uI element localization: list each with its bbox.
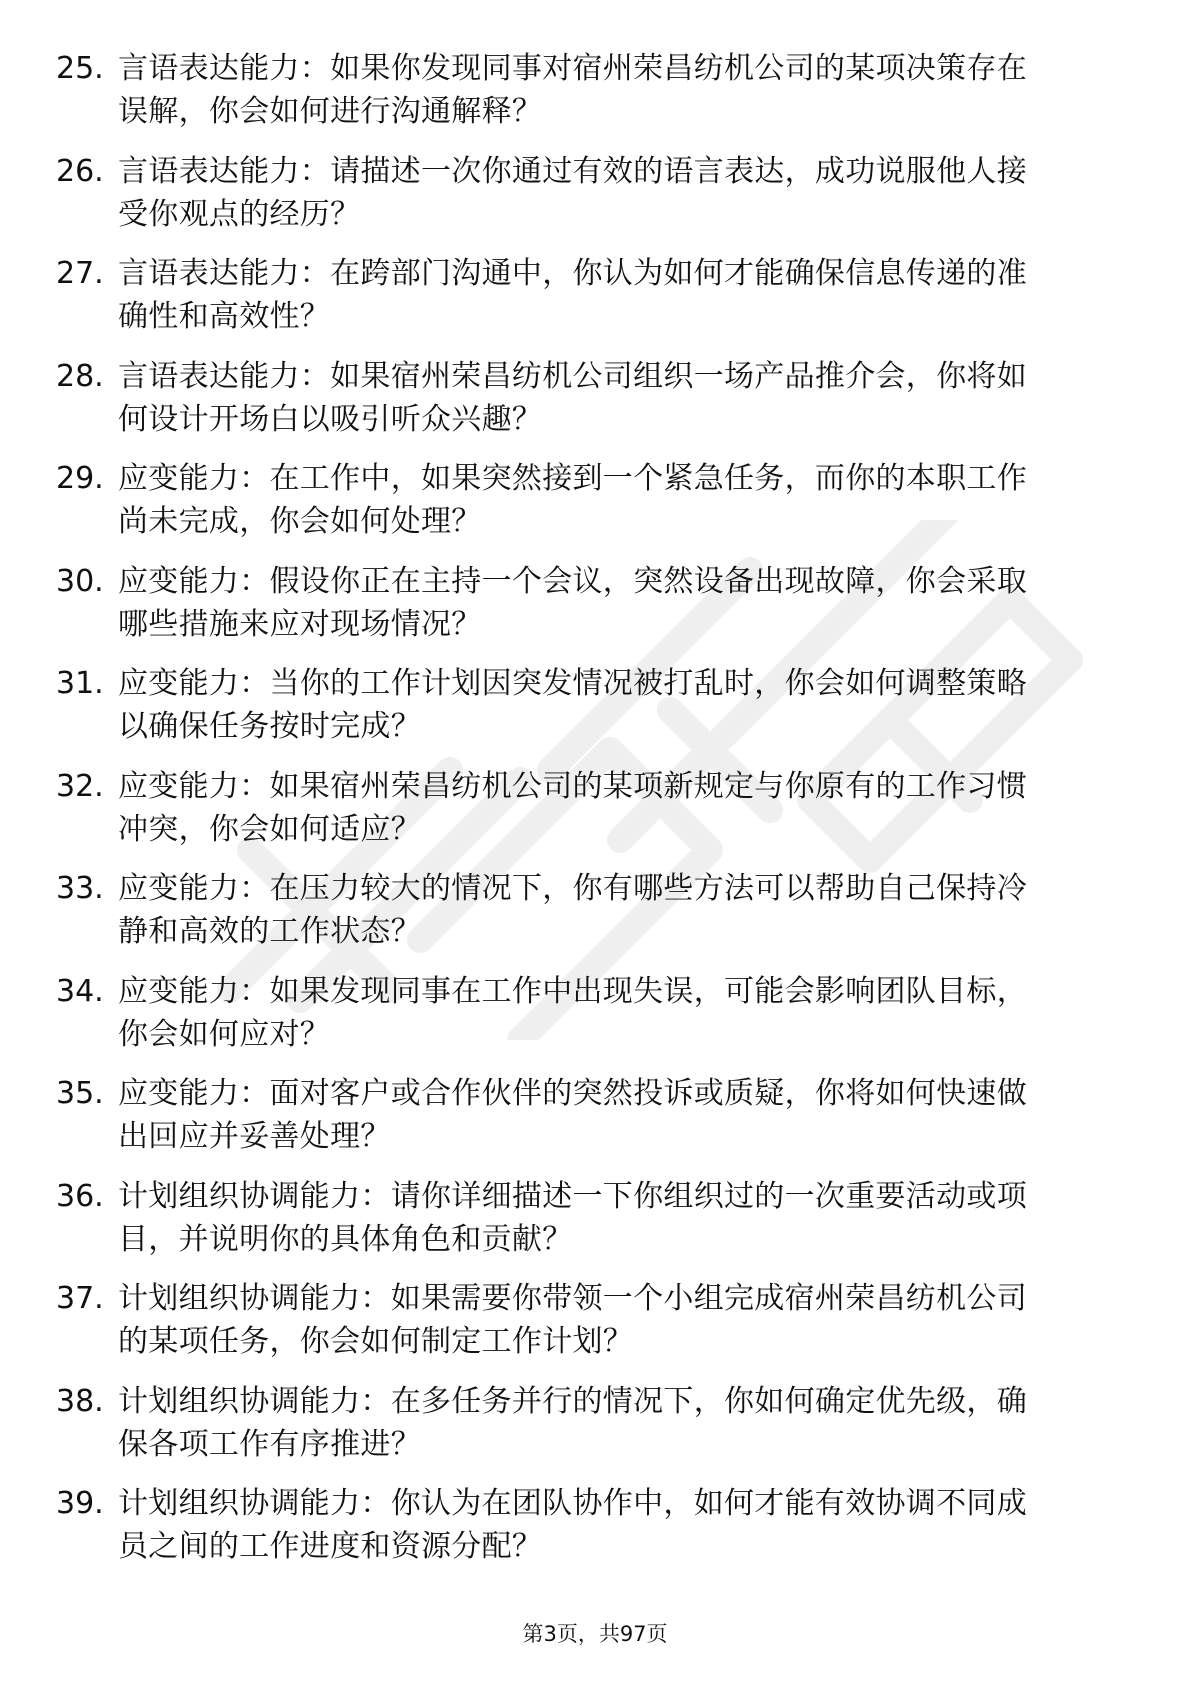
question-number: 39. xyxy=(56,1486,104,1521)
question-item xyxy=(0,970,1190,1073)
question-number: 29. xyxy=(56,461,104,496)
question-item xyxy=(0,1380,1190,1483)
question-text: 应变能力：如果发现同事在工作中出现失误，可能会影响团队目标，你会如何应对？ xyxy=(118,973,1027,1052)
question-number: 36. xyxy=(56,1178,104,1214)
question-number: 32. xyxy=(56,768,104,804)
question-text: 计划组织协调能力：请你详细描述一下你组织过的一次重要活动或项目，并说明你的具体角色和贡献？ xyxy=(118,1178,1027,1257)
question-item xyxy=(0,765,1190,868)
question-number: 25. xyxy=(56,51,104,86)
question-number: 31. xyxy=(56,666,104,701)
question-number: 33. xyxy=(56,871,104,906)
question-item xyxy=(0,1072,1190,1175)
question-item xyxy=(0,47,1190,150)
question-text: 计划组织协调能力：在多任务并行的情况下，你如何确定优先级，确保各项工作有序推进？ xyxy=(118,1383,1027,1462)
question-number: 38. xyxy=(56,1383,104,1419)
question-item xyxy=(0,560,1190,663)
question-list xyxy=(0,47,1190,1585)
question-number: 26. xyxy=(56,153,104,189)
question-text: 应变能力：如果宿州荣昌纺机公司的某项新规定与你原有的工作习惯冲突，你会如何适应？ xyxy=(118,768,1027,847)
question-item xyxy=(0,457,1190,560)
question-text: 言语表达能力：如果你发现同事对宿州荣昌纺机公司的某项决策存在误解，你会如何进行沟通解释？ xyxy=(118,51,1027,129)
question-number: 35. xyxy=(56,1076,104,1111)
question-item xyxy=(0,662,1190,765)
question-number: 30. xyxy=(56,563,104,599)
question-text: 应变能力：假设你正在主持一个会议，突然设备出现故障，你会采取哪些措施来应对现场情况？ xyxy=(118,563,1027,642)
question-item xyxy=(0,355,1190,458)
question-number: 28. xyxy=(56,358,104,394)
question-text: 言语表达能力：请描述一次你通过有效的语言表达，成功说服他人接受你观点的经历？ xyxy=(118,153,1027,232)
question-text: 言语表达能力：在跨部门沟通中，你认为如何才能确保信息传递的准确性和高效性？ xyxy=(118,256,1027,334)
question-item xyxy=(0,150,1190,253)
question-text: 计划组织协调能力：你认为在团队协作中，如何才能有效协调不同成员之间的工作进度和资源分配？ xyxy=(118,1486,1027,1564)
question-text: 应变能力：在工作中，如果突然接到一个紧急任务，而你的本职工作尚未完成，你会如何处理？ xyxy=(118,461,1027,539)
question-text: 言语表达能力：如果宿州荣昌纺机公司组织一场产品推介会，你将如何设计开场白以吸引听众兴趣？ xyxy=(118,358,1027,437)
question-text: 应变能力：当你的工作计划因突发情况被打乱时，你会如何调整策略以确保任务按时完成？ xyxy=(118,666,1027,744)
page-number-footer: 第3页，共97页 xyxy=(522,1622,668,1646)
question-number: 27. xyxy=(56,256,104,291)
question-text: 计划组织协调能力：如果需要你带领一个小组完成宿州荣昌纺机公司的某项任务，你会如何制定工作计划？ xyxy=(118,1281,1027,1359)
question-text: 应变能力：面对客户或合作伙伴的突然投诉或质疑，你将如何快速做出回应并妥善处理？ xyxy=(118,1076,1027,1154)
question-number: 37. xyxy=(56,1281,104,1316)
question-item xyxy=(0,1277,1190,1380)
question-item xyxy=(0,1175,1190,1278)
question-item xyxy=(0,252,1190,355)
question-number: 34. xyxy=(56,973,104,1009)
question-text: 应变能力：在压力较大的情况下，你有哪些方法可以帮助自己保持冷静和高效的工作状态？ xyxy=(118,871,1027,949)
question-item xyxy=(0,1482,1190,1585)
question-item xyxy=(0,867,1190,970)
